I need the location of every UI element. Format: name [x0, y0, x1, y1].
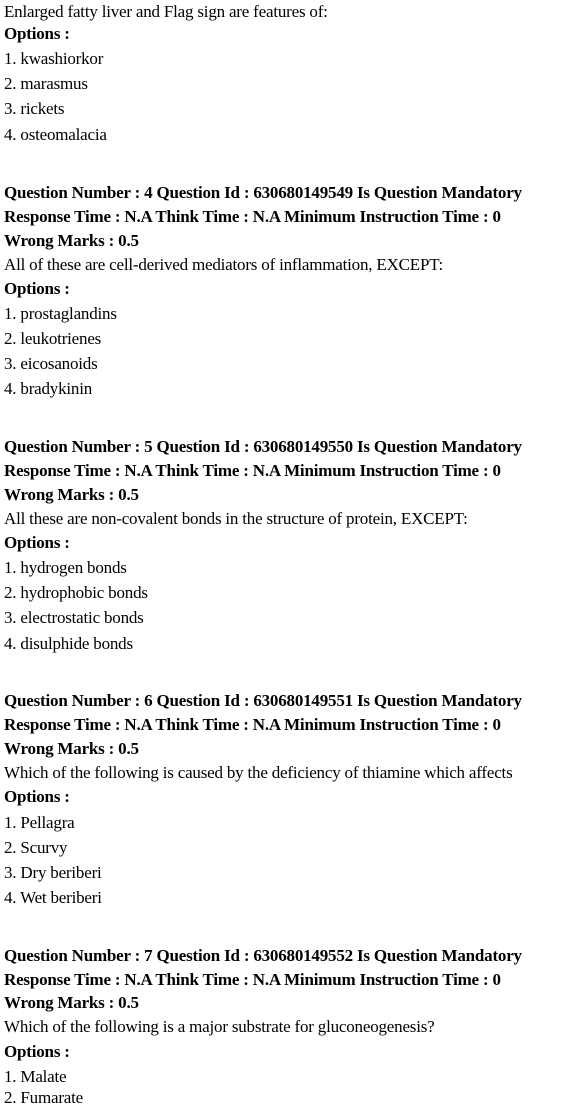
response-time-line: Response Time : N.A Think Time : N.A Minimum Instruction Time : 0 [4, 970, 501, 989]
response-time-line: Response Time : N.A Think Time : N.A Minimum Instruction Time : 0 [4, 461, 501, 480]
options-label: Options : [4, 787, 70, 806]
question-paper-page [4, 0, 562, 1110]
question-text: All of these are cell-derived mediators of inflammation, EXCEPT: [4, 255, 444, 274]
option-item: 1. prostaglandins [4, 304, 117, 323]
options-label: Options : [4, 24, 70, 43]
wrong-marks: Wrong Marks : 0.5 [4, 231, 139, 250]
option-item: 2. Scurvy [4, 838, 68, 857]
wrong-marks: Wrong Marks : 0.5 [4, 739, 139, 758]
option-item: 3. rickets [4, 99, 65, 118]
option-item: 1. kwashiorkor [4, 49, 104, 68]
wrong-marks: Wrong Marks : 0.5 [4, 993, 139, 1012]
option-item: 3. electrostatic bonds [4, 608, 144, 627]
option-item: 1. hydrogen bonds [4, 558, 127, 577]
option-item: 2. Fumarate [4, 1088, 83, 1107]
response-time-line: Response Time : N.A Think Time : N.A Minimum Instruction Time : 0 [4, 715, 501, 734]
question-text: Which of the following is caused by the deficiency of thiamine which affects [4, 763, 513, 782]
option-item: 4. disulphide bonds [4, 634, 133, 653]
question-text: Enlarged fatty liver and Flag sign are features of: [4, 2, 328, 21]
option-item: 4. bradykinin [4, 379, 93, 398]
question-header: Question Number : 7 Question Id : 630680149552 Is Question Mandatory [4, 946, 522, 965]
option-item: 2. hydrophobic bonds [4, 583, 148, 602]
options-label: Options : [4, 1042, 70, 1061]
question-header: Question Number : 5 Question Id : 630680149550 Is Question Mandatory [4, 437, 522, 456]
option-item: 2. leukotrienes [4, 329, 102, 348]
question-header: Question Number : 6 Question Id : 630680149551 Is Question Mandatory [4, 691, 522, 710]
option-item: 4. osteomalacia [4, 125, 107, 144]
option-item: 1. Pellagra [4, 813, 75, 832]
option-item: 2. marasmus [4, 74, 88, 93]
response-time-line: Response Time : N.A Think Time : N.A Minimum Instruction Time : 0 [4, 207, 501, 226]
question-text: All these are non-covalent bonds in the structure of protein, EXCEPT: [4, 509, 468, 528]
options-label: Options : [4, 279, 70, 298]
wrong-marks: Wrong Marks : 0.5 [4, 485, 139, 504]
option-item: 3. eicosanoids [4, 354, 98, 373]
option-item: 4. Wet beriberi [4, 888, 102, 907]
question-text: Which of the following is a major substrate for gluconeogenesis? [4, 1017, 435, 1036]
question-header: Question Number : 4 Question Id : 630680149549 Is Question Mandatory [4, 183, 522, 202]
options-label: Options : [4, 533, 70, 552]
option-item: 3. Dry beriberi [4, 863, 102, 882]
option-item: 1. Malate [4, 1067, 67, 1086]
